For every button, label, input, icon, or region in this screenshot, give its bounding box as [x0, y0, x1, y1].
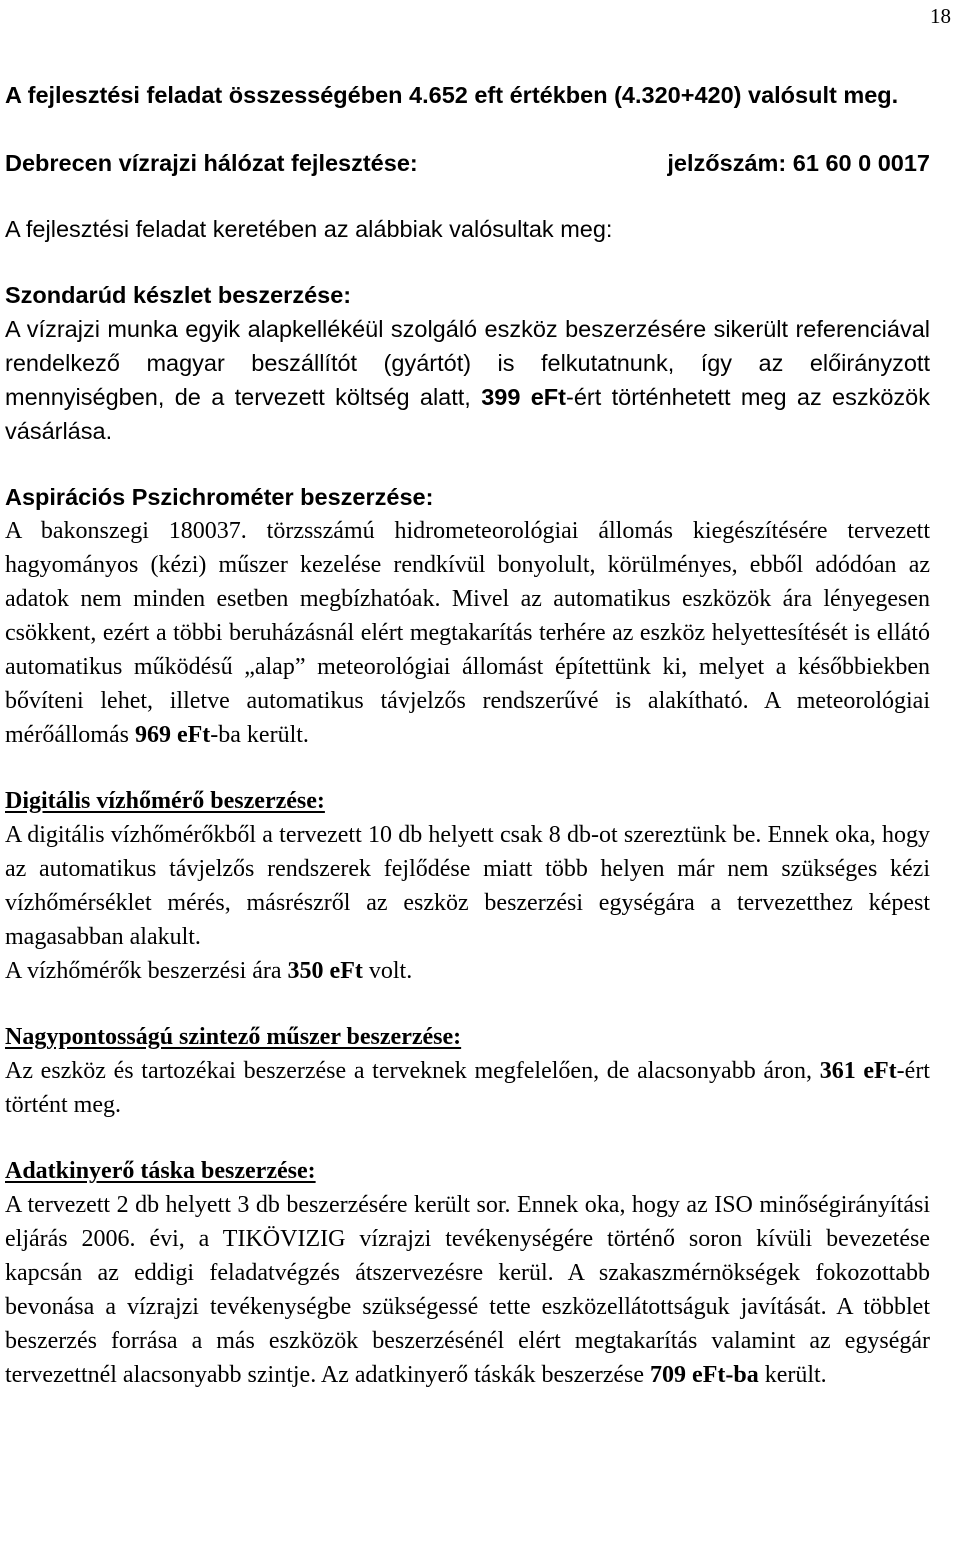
- amount: 361 eFt: [819, 1058, 897, 1084]
- body-text: A bakonszegi 180037. törzsszámú hidrometeorológiai állomás kiegészítésére tervezett hagyományos (kézi) műszer kezelése rendkívül bonyolult, körülményes, ebből adódóan az adatok nem minden esetben megbízhatóak. Mivel az automatikus eszközök ára lényegesen csökkent, ezért a többi beruházásnál elért megtakarítás terhére az eszköz helyettesítését is ellátó automatikus működésű „alap” meteorológiai állomást építettünk ki, melyet a későbbiekben bővíteni lehet, illetve automatikus távjelzős rendszerűvé is alakítható. A meteorológiai mérőállomás: [5, 518, 930, 748]
- section-body: [5, 1054, 930, 1122]
- section-body: A digitális vízhőmérőkből a tervezett 10 db helyett csak 8 db-ot szereztünk be. Ennek oka, hogy az automatikus távjelzős rendszerek fejlődése miatt több helyen már nem szükséges kézi vízhőmérséklet mérés, másrészről az eszköz beszerzési egységára a tervezetthez képest magasabban alakult.: [5, 822, 930, 950]
- intro-paragraph: A fejlesztési feladat összességében 4.652 eft értékben (4.320+420) valósult meg.: [5, 82, 899, 108]
- section-heading: Szondarúd készlet beszerzése:: [5, 282, 352, 308]
- section-szondarud: [5, 278, 930, 448]
- amount: 969 eFt: [134, 722, 211, 748]
- body-text: került.: [758, 1362, 827, 1388]
- amount: 399 eFt: [481, 384, 566, 410]
- section-adatkinyero: [5, 1154, 930, 1392]
- amount: 709 eFt-ba: [650, 1362, 759, 1388]
- section-vizhomero: [5, 784, 930, 988]
- section-heading: Aspirációs Pszichrométer beszerzése:: [5, 484, 434, 510]
- project-heading-row: [5, 146, 930, 180]
- document-body: [5, 78, 930, 1392]
- section-body: [5, 1188, 930, 1392]
- amount: 350 eFt: [287, 958, 363, 984]
- body-text: A vízrajzi munka egyik alapkellékéül szolgáló eszköz beszerzésére sikerült referenciával rendelkező magyar beszállítót (gyártót) is felkutatnunk, így az előirányzott mennyiségben, de a tervezett költség alatt,: [5, 316, 930, 410]
- lead-paragraph: A fejlesztési feladat keretében az alábbiak valósultak meg:: [5, 216, 613, 242]
- body-text: A tervezett 2 db helyett 3 db beszerzésére került sor. Ennek oka, hogy az ISO minőségirányítási eljárás 2006. évi, a TIKÖVIZIG vízrajzi tevékenységére történő soron kívüli bevezetése kapcsán az eddigi feladatvégzés átszervezésre kerül. A szakaszmérnökségek fokozottabb bevonása a vízrajzi tevékenységbe szükségessé tette eszközellátottságuk javítását. A többlet beszerzés forrása a más eszközök beszerzésénél elért megtakarítás valamint az egységár tervezettnél alacsonyabb szintje. Az adatkinyerő táskák beszerzése: [5, 1192, 930, 1388]
- body-text: volt.: [362, 958, 413, 984]
- project-code: jelzőszám: 61 60 0 0017: [667, 150, 930, 176]
- page-number: 18: [930, 4, 951, 28]
- section-aspiracios: [5, 480, 930, 752]
- body-text: -ba került.: [210, 722, 309, 748]
- section-heading: Nagypontosságú szintező műszer beszerzése:: [5, 1024, 462, 1050]
- project-title: Debrecen vízrajzi hálózat fejlesztése:: [5, 150, 418, 176]
- body-text: -ért történhetett meg az eszközök vásárlása.: [5, 384, 931, 444]
- section-szintezo: [5, 1020, 930, 1122]
- body-text: Az eszköz és tartozékai beszerzése a terveknek megfelelően, de alacsonyabb áron,: [5, 1058, 820, 1084]
- body-text: A vízhőmérők beszerzési ára: [5, 958, 288, 984]
- section-heading: Digitális vízhőmérő beszerzése:: [5, 788, 325, 814]
- body-text: -ért történt meg.: [5, 1058, 930, 1118]
- price-line: [5, 954, 930, 988]
- section-body: [5, 312, 930, 448]
- section-body: [5, 514, 930, 752]
- section-heading: Adatkinyerő táska beszerzése:: [5, 1158, 316, 1184]
